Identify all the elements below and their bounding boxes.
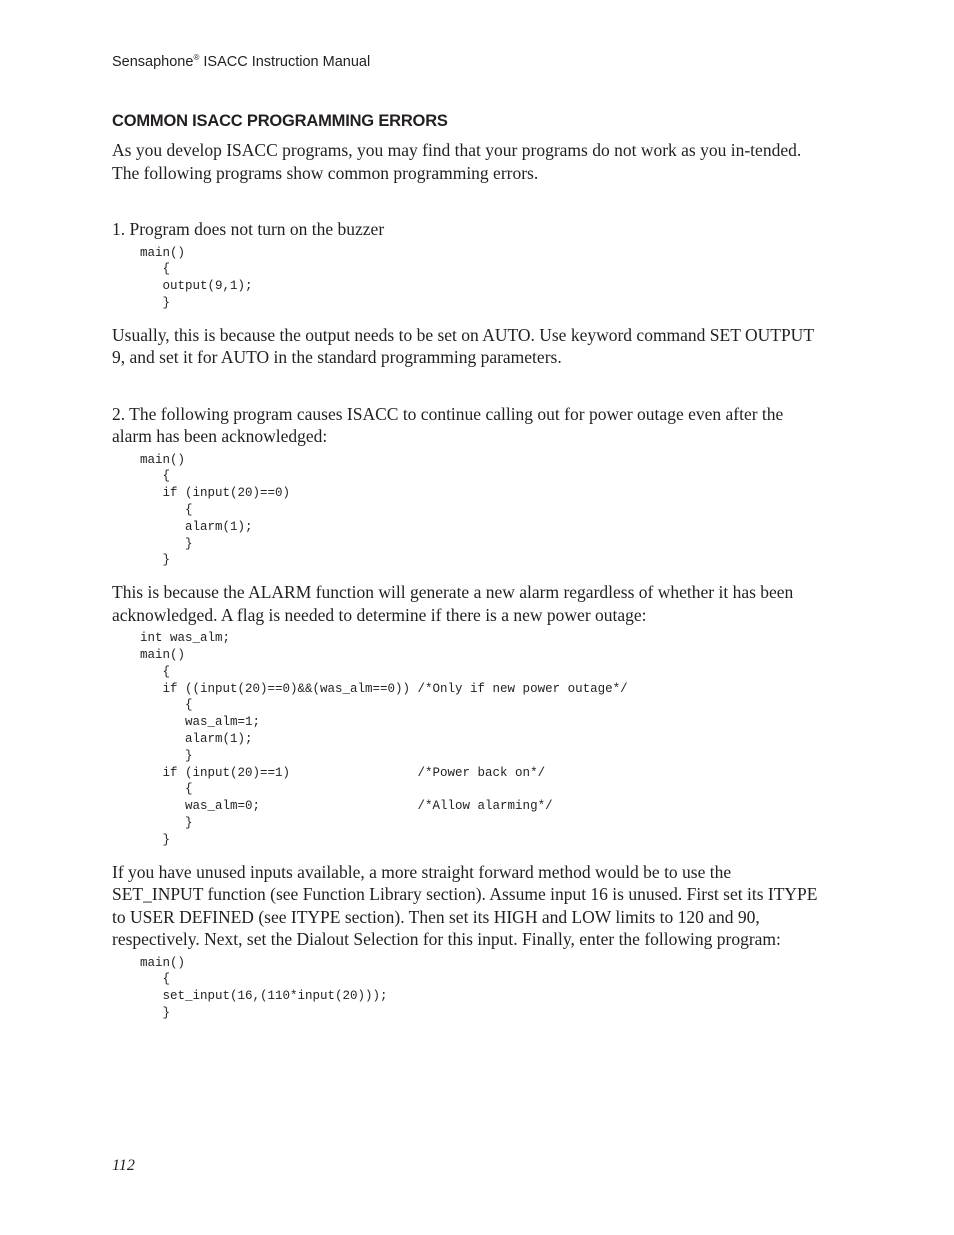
error-1-explanation: Usually, this is because the output needs to be set on AUTO. Use keyword command SET OUTPUT 9, and set it for AUTO in the standard programming parameters. <box>112 324 814 368</box>
error-2-fix-code: int was_alm; main() { if ((input(20)==0)&&(was_alm==0)) /*Only if new power outage*/ { was_alm=1; alarm(1); } if (input(20)==1) /*Power back on*/ { was_alm=0; /*Allow alarming*/ } } <box>140 631 628 847</box>
intro-paragraph: As you develop ISACC programs, you may find that your programs do not work as you in-tended. The following programs show common programming errors. <box>112 140 802 183</box>
header-title: ISACC Instruction Manual <box>199 54 371 70</box>
page-number: 112 <box>112 1157 135 1174</box>
error-2-code: main() { if (input(20)==0) { alarm(1); } } <box>140 452 291 568</box>
alternative-paragraph: If you have unused inputs available, a more straight forward method would be to use the SET_INPUT function (see Function Library section). Assume input 16 is unused. First set its ITYPE to USER DEFINED (see ITYPE section). Then set its HIGH and LOW limits to 120 and 90, respectively. Next, set the Dialout Selection for this input. Finally, enter the following program: <box>112 861 818 950</box>
section-heading: COMMON ISACC PROGRAMMING ERRORS <box>112 112 448 130</box>
error-2-explanation: This is because the ALARM function will generate a new alarm regardless of whether it has been acknowledged. A flag is needed to determine if there is a new power outage: <box>112 582 794 625</box>
error-2-title: 2. The following program causes ISACC to continue calling out for power outage even after the alarm has been acknowledged: <box>112 403 784 447</box>
header-brand: Sensaphone <box>112 54 194 70</box>
page-content <box>112 111 822 1022</box>
error-1-code: main() { output(9,1); } <box>140 245 253 310</box>
alternative-code: main() { set_input(16,(110*input(20))); } <box>140 955 388 1021</box>
running-header <box>112 53 370 70</box>
registered-mark: ® <box>193 53 200 62</box>
error-1-title: 1. Program does not turn on the buzzer <box>112 219 385 239</box>
